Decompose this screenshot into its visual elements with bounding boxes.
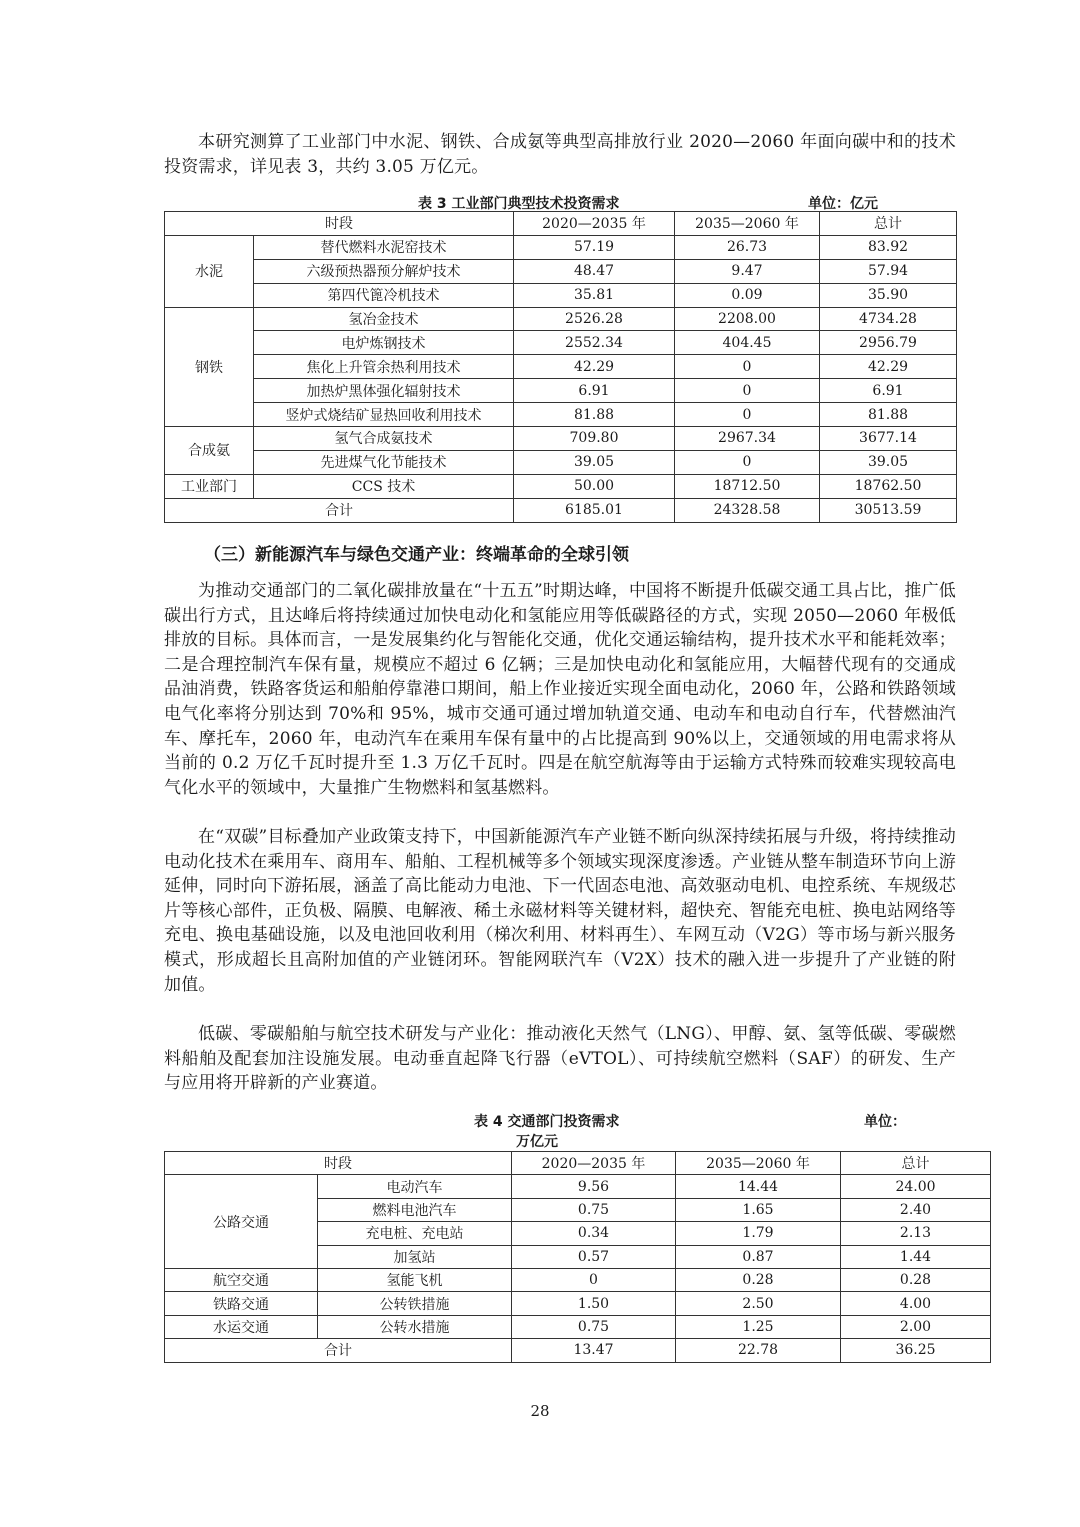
table-row xyxy=(165,259,957,283)
table-row xyxy=(165,427,957,451)
sector-cell: 公路交通 xyxy=(165,1175,318,1269)
value-2020-2035: 57.19 xyxy=(514,235,675,259)
section-heading: （三）新能源汽车与绿色交通产业：终端革命的全球引领 xyxy=(204,545,629,565)
value-2035-2060: 14.44 xyxy=(676,1175,841,1198)
item-cell: 加氢站 xyxy=(318,1245,512,1268)
table-row xyxy=(165,1315,991,1338)
value-total: 57.94 xyxy=(820,259,957,283)
value-2020-2035: 2552.34 xyxy=(514,331,675,355)
table4-transport-investment xyxy=(164,1151,991,1363)
value-2020-2035: 0.57 xyxy=(512,1245,676,1268)
item-cell: CCS 技术 xyxy=(254,474,514,498)
table-row xyxy=(165,379,957,403)
item-cell: 氢气合成氨技术 xyxy=(254,427,514,451)
value-total: 24.00 xyxy=(841,1175,991,1198)
value-total: 35.90 xyxy=(820,283,957,307)
table-row xyxy=(165,1292,991,1315)
total-sum: 36.25 xyxy=(841,1339,991,1362)
value-2020-2035: 9.56 xyxy=(512,1175,676,1198)
value-2035-2060: 0 xyxy=(675,450,820,474)
table-row xyxy=(165,283,957,307)
sector-cell: 铁路交通 xyxy=(165,1292,318,1315)
value-2035-2060: 0 xyxy=(675,355,820,379)
sector-cell: 工业部门 xyxy=(165,474,254,498)
sector-cell: 水运交通 xyxy=(165,1315,318,1338)
value-2035-2060: 0.09 xyxy=(675,283,820,307)
total-row xyxy=(165,498,957,522)
value-2020-2035: 81.88 xyxy=(514,403,675,427)
value-2020-2035: 0 xyxy=(512,1268,676,1291)
sector-cell: 合成氨 xyxy=(165,427,254,475)
total-label: 合计 xyxy=(165,498,514,522)
item-cell: 六级预热器预分解炉技术 xyxy=(254,259,514,283)
table-row xyxy=(165,1268,991,1291)
value-2035-2060: 0 xyxy=(675,379,820,403)
header-2020-2035: 2020—2035 年 xyxy=(512,1152,676,1175)
value-2035-2060: 2208.00 xyxy=(675,307,820,331)
item-cell: 燃料电池汽车 xyxy=(318,1198,512,1221)
value-2035-2060: 0.87 xyxy=(676,1245,841,1268)
item-cell: 加热炉黑体强化辐射技术 xyxy=(254,379,514,403)
header-2035-2060: 2035—2060 年 xyxy=(675,212,820,236)
total-2035-2060: 24328.58 xyxy=(675,498,820,522)
table-row xyxy=(165,355,957,379)
value-total: 81.88 xyxy=(820,403,957,427)
item-cell: 替代燃料水泥窑技术 xyxy=(254,235,514,259)
value-2020-2035: 35.81 xyxy=(514,283,675,307)
value-total: 18762.50 xyxy=(820,474,957,498)
header-period: 时段 xyxy=(165,212,514,236)
table-row xyxy=(165,403,957,427)
value-total: 2956.79 xyxy=(820,331,957,355)
item-cell: 充电桩、充电站 xyxy=(318,1222,512,1245)
table-row xyxy=(165,474,957,498)
value-2020-2035: 42.29 xyxy=(514,355,675,379)
item-cell: 公转铁措施 xyxy=(318,1292,512,1315)
total-2020-2035: 6185.01 xyxy=(514,498,675,522)
value-2035-2060: 404.45 xyxy=(675,331,820,355)
value-2020-2035: 0.75 xyxy=(512,1315,676,1338)
item-cell: 氢冶金技术 xyxy=(254,307,514,331)
item-cell: 竖炉式烧结矿显热回收利用技术 xyxy=(254,403,514,427)
value-2035-2060: 9.47 xyxy=(675,259,820,283)
value-2020-2035: 50.00 xyxy=(514,474,675,498)
value-total: 4734.28 xyxy=(820,307,957,331)
value-2035-2060: 26.73 xyxy=(675,235,820,259)
sector-cell: 钢铁 xyxy=(165,307,254,426)
header-2035-2060: 2035—2060 年 xyxy=(676,1152,841,1175)
value-2020-2035: 709.80 xyxy=(514,427,675,451)
value-2020-2035: 1.50 xyxy=(512,1292,676,1315)
value-total: 1.44 xyxy=(841,1245,991,1268)
header-row xyxy=(165,212,957,236)
value-2035-2060: 1.25 xyxy=(676,1315,841,1338)
item-cell: 先进煤气化节能技术 xyxy=(254,450,514,474)
value-total: 0.28 xyxy=(841,1268,991,1291)
value-2020-2035: 6.91 xyxy=(514,379,675,403)
item-cell: 第四代篦冷机技术 xyxy=(254,283,514,307)
header-2020-2035: 2020—2035 年 xyxy=(514,212,675,236)
value-total: 2.40 xyxy=(841,1198,991,1221)
header-row xyxy=(165,1152,991,1175)
value-2035-2060: 0 xyxy=(675,403,820,427)
value-2020-2035: 48.47 xyxy=(514,259,675,283)
transport-paragraph: 为推动交通部门的二氧化碳排放量在“十五五”时期达峰，中国将不断提升低碳交通工具占比，推广低碳出行方式，且达峰后将持续通过加快电动化和氢能应用等低碳路径的方式，实现 2050—2060 年极低排放的目标。具体而言，一是发展集约化与智能化交通，优化交通运输结构，提升技术水平和能耗效率；二是合理控制汽车保有量，规模应不超过 6 亿辆；三是加快电动化和氢能应用，大幅替代现有的交通成品油消费，铁路客货运和船舶停靠港口期间，船上作业接近实现全面电动化，2060 年，公路和铁路领域电气化率将分别达到 70%和 95%，城市交通可通过增加轨道交通、电动车和电动自行车，代替燃油汽车、摩托车，2060 年，电动汽车在乘用车保有量中的占比提高到 90%以上，交通领域的用电需求将从当前的 0.2 万亿千瓦时提升至 1.3 万亿千瓦时。四是在航空航海等由于运输方式特殊而较难实现较高电气化水平的领域中，大量推广生物燃料和氢基燃料。 xyxy=(164,581,956,798)
value-total: 2.00 xyxy=(841,1315,991,1338)
table-row xyxy=(165,235,957,259)
table-row xyxy=(165,450,957,474)
item-cell: 氢能飞机 xyxy=(318,1268,512,1291)
value-2035-2060: 18712.50 xyxy=(675,474,820,498)
table-row xyxy=(165,1175,991,1198)
value-2035-2060: 0.28 xyxy=(676,1268,841,1291)
total-label: 合计 xyxy=(165,1339,512,1362)
header-total: 总计 xyxy=(820,212,957,236)
table3-tech-investment xyxy=(164,211,957,523)
table-row xyxy=(165,331,957,355)
sector-cell: 航空交通 xyxy=(165,1268,318,1291)
total-sum: 30513.59 xyxy=(820,498,957,522)
value-2020-2035: 0.75 xyxy=(512,1198,676,1221)
value-total: 6.91 xyxy=(820,379,957,403)
header-period: 时段 xyxy=(165,1152,512,1175)
page-number: 28 xyxy=(530,1402,550,1420)
item-cell: 公转水措施 xyxy=(318,1315,512,1338)
item-cell: 焦化上升管余热利用技术 xyxy=(254,355,514,379)
table4-unit-continued: 万亿元 xyxy=(516,1134,558,1150)
value-total: 39.05 xyxy=(820,450,957,474)
item-cell: 电动汽车 xyxy=(318,1175,512,1198)
table3-caption: 表 3 工业部门典型技术投资需求 xyxy=(418,196,620,212)
value-2035-2060: 2.50 xyxy=(676,1292,841,1315)
sector-cell: 水泥 xyxy=(165,235,254,307)
value-total: 83.92 xyxy=(820,235,957,259)
total-row xyxy=(165,1339,991,1362)
table4-unit: 单位： xyxy=(864,1114,906,1130)
value-total: 2.13 xyxy=(841,1222,991,1245)
intro-paragraph: 本研究测算了工业部门中水泥、钢铁、合成氨等典型高排放行业 2020—2060 年面向碳中和的技术投资需求，详见表 3，共约 3.05 万亿元。 xyxy=(164,132,956,177)
value-2035-2060: 1.79 xyxy=(676,1222,841,1245)
table4-caption: 表 4 交通部门投资需求 xyxy=(474,1114,620,1130)
value-2020-2035: 39.05 xyxy=(514,450,675,474)
ship-aviation-paragraph: 低碳、零碳船舶与航空技术研发与产业化：推动液化天然气（LNG）、甲醇、氨、氢等低碳、零碳燃料船舶及配套加注设施发展。电动垂直起降飞行器（eVTOL）、可持续航空燃料（SAF）的研发、生产与应用将开辟新的产业赛道。 xyxy=(164,1024,956,1094)
table3-unit: 单位：亿元 xyxy=(808,196,878,212)
value-total: 4.00 xyxy=(841,1292,991,1315)
total-2020-2035: 13.47 xyxy=(512,1339,676,1362)
total-2035-2060: 22.78 xyxy=(676,1339,841,1362)
item-cell: 电炉炼钢技术 xyxy=(254,331,514,355)
value-total: 3677.14 xyxy=(820,427,957,451)
value-2020-2035: 2526.28 xyxy=(514,307,675,331)
value-2035-2060: 1.65 xyxy=(676,1198,841,1221)
value-total: 42.29 xyxy=(820,355,957,379)
ev-industry-paragraph: 在“双碳”目标叠加产业政策支持下，中国新能源汽车产业链不断向纵深持续拓展与升级，将持续推动电动化技术在乘用车、商用车、船舶、工程机械等多个领域实现深度渗透。产业链从整车制造环节向上游延伸，同时向下游拓展，涵盖了高比能动力电池、下一代固态电池、高效驱动电机、电控系统、车规级芯片等核心部件，正负极、隔膜、电解液、稀土永磁材料等关键材料，超快充、智能充电桩、换电站网络等充电、换电基础设施，以及电池回收利用（梯次利用、材料再生）、车网互动（V2G）等市场与新兴服务模式，形成超长且高附加值的产业链闭环。智能网联汽车（V2X）技术的融入进一步提升了产业链的附加值。 xyxy=(164,827,956,995)
header-total: 总计 xyxy=(841,1152,991,1175)
value-2020-2035: 0.34 xyxy=(512,1222,676,1245)
table-row xyxy=(165,307,957,331)
value-2035-2060: 2967.34 xyxy=(675,427,820,451)
